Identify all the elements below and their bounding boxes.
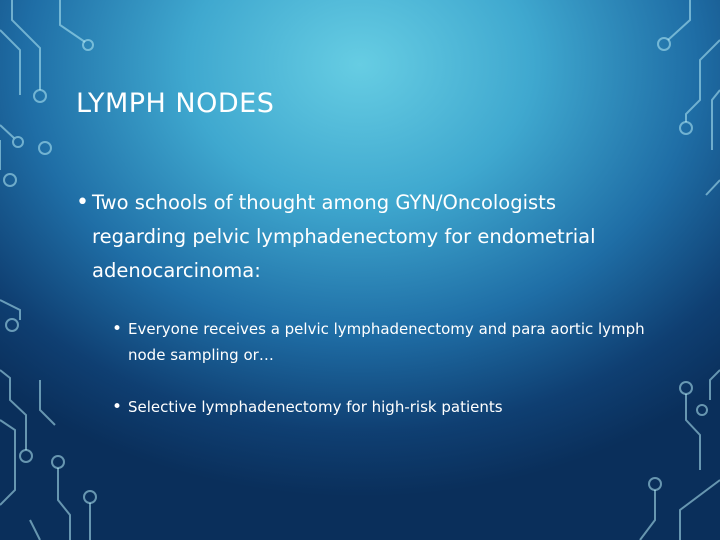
circuit-line: [668, 0, 690, 40]
sub-bullet-1: [112, 316, 652, 368]
circuit-node: [680, 382, 692, 394]
bullet-marker: •: [76, 190, 89, 215]
circuit-line: [0, 125, 14, 138]
circuit-line: [686, 394, 700, 470]
circuit-line: [40, 380, 55, 425]
circuit-line: [640, 490, 655, 540]
circuit-node: [34, 90, 46, 102]
circuit-line: [0, 370, 26, 450]
circuit-line: [710, 370, 720, 400]
circuit-node: [83, 40, 93, 50]
sub-bullet-2: [112, 394, 652, 420]
circuit-node: [4, 174, 16, 186]
circuit-line: [712, 90, 720, 150]
circuit-node: [20, 450, 32, 462]
circuit-line: [680, 480, 720, 540]
circuit-node: [84, 491, 96, 503]
circuit-node: [649, 478, 661, 490]
circuit-node: [6, 319, 18, 331]
circuit-node: [13, 137, 23, 147]
bullet-text: Two schools of thought among GYN/Oncologists regarding pelvic lymphadenectomy for endometrial adenocarcinoma:: [92, 191, 596, 282]
circuit-line: [58, 468, 70, 540]
sub-bullet-marker: •: [112, 397, 123, 417]
sub-bullet-text: Everyone receives a pelvic lymphadenectomy and para aortic lymph node sampling or…: [128, 320, 645, 364]
sub-bullet-text: Selective lymphadenectomy for high-risk patients: [128, 398, 503, 416]
circuit-line: [686, 40, 720, 122]
circuit-line: [60, 0, 85, 42]
slide-title: LYMPH NODES: [76, 88, 275, 119]
circuit-line: [0, 30, 20, 95]
circuit-line: [0, 300, 20, 320]
circuit-node: [52, 456, 64, 468]
circuit-line: [0, 420, 15, 505]
circuit-node: [658, 38, 670, 50]
bullet-main: [76, 186, 636, 288]
circuit-line: [30, 520, 40, 540]
circuit-node: [39, 142, 51, 154]
circuit-line: [706, 180, 720, 195]
sub-bullet-marker: •: [112, 319, 123, 339]
circuit-node: [697, 405, 707, 415]
circuit-node: [680, 122, 692, 134]
